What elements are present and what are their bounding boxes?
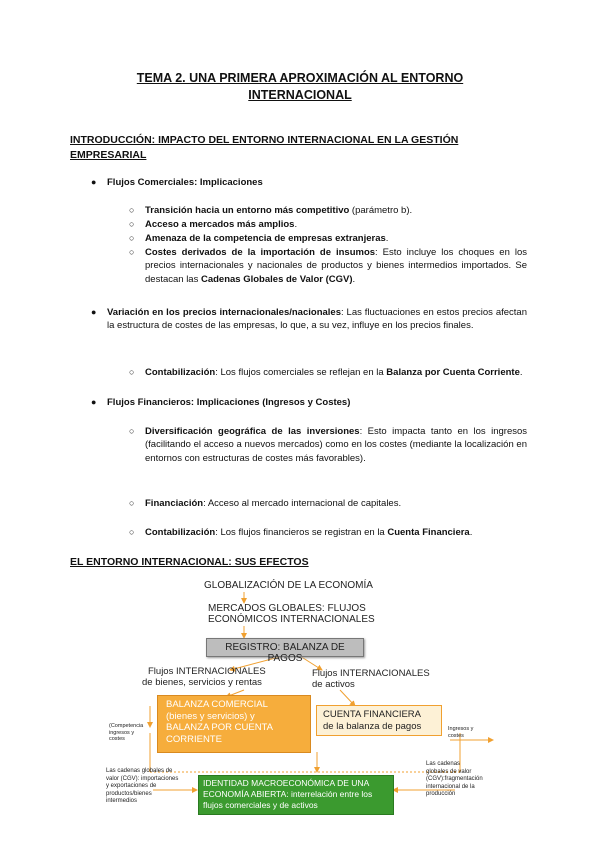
cadenas-right-note [426, 761, 483, 799]
circle-bullet-icon: ○ [129, 527, 135, 537]
circle-bullet-icon: ○ [129, 233, 135, 243]
circle-bullet-icon: ○ [129, 219, 135, 229]
contab2-bold-2: Cuenta Financiera [387, 527, 470, 538]
title-line-2: INTERNACIONAL [248, 88, 352, 102]
arrow-activos-cuenta [340, 690, 355, 706]
title-line-1: TEMA 2. UNA PRIMERA APROXIMACIÓN AL ENTORNO [136, 71, 464, 85]
registro-label: REGISTRO: BALANZA DE PAGOS [225, 642, 345, 664]
item-bold: Acceso a mercados más amplios [145, 219, 295, 230]
identidad-text [203, 778, 372, 811]
flujos-activos-label [312, 668, 430, 690]
identidad-box [198, 775, 394, 815]
bullet-dot-icon: ● [91, 397, 97, 407]
balanza-line-2: (bienes y servicios) y [166, 710, 255, 722]
cadenas-right-line-2: globales de valor [426, 768, 472, 775]
cadenas-left-line-5: intermedios [106, 798, 138, 804]
balanza-comercial-box [157, 695, 311, 753]
cuenta-line-2: de la balanza de pagos [323, 721, 422, 732]
contab1-bold-2: Balanza por Cuenta Corriente [386, 367, 520, 378]
intro-heading-line-1: INTRODUCCIÓN: IMPACTO DEL ENTORNO INTERNACIONAL EN LA GESTIÓN [70, 134, 459, 146]
globalizacion-label: GLOBALIZACIÓN DE LA ECONOMÍA [204, 580, 373, 591]
variacion-bold: Variación en los precios internacionales/nacionales [107, 307, 341, 318]
mercados-label [208, 603, 375, 625]
cadenas-right-line-4: internacional de la [426, 783, 475, 790]
cadenas-left-line-3: y exportaciones de [106, 783, 157, 789]
identidad-line-1: IDENTIDAD MACROECONÓMICA DE UNA [203, 778, 370, 788]
bullet-dot-icon: ● [91, 177, 97, 187]
competencia-line-1: (Competencia [109, 723, 144, 729]
item-bold: Costes derivados de la importación de insumos [145, 247, 376, 258]
cadenas-right-line-3: (CGV):fragmentación [426, 776, 483, 782]
item-text: . [352, 273, 356, 285]
cuenta-financiera-text [323, 709, 421, 733]
balanza-line-1: BALANZA COMERCIAL [166, 699, 268, 710]
item-bold: Transición hacia un entorno más competitivo [145, 205, 350, 216]
contab2-text: : Los flujos financieros se registran en la [215, 527, 388, 538]
diversificacion-bold: Diversificación geográfica de las inversiones [145, 426, 360, 437]
entorno-heading: EL ENTORNO INTERNACIONAL: SUS EFECTOS [70, 556, 309, 568]
cadenas-right-line-5: producción [426, 791, 456, 797]
registro-box [206, 638, 364, 664]
balanza-comercial-text [166, 699, 273, 745]
item-text: : Esto incluye los choques en los precios internacionales y nacionales de productos y bienes intermedios importados. Se destacan las [145, 247, 527, 285]
circle-bullet-icon: ○ [129, 247, 135, 257]
item-bold-cgv: Cadenas Globales de Valor (CGV) [200, 273, 353, 285]
mercados-line-2: ECONÓMICOS INTERNACIONALES [208, 614, 375, 625]
item-text: . [294, 219, 298, 230]
circle-bullet-icon: ○ [129, 367, 135, 377]
item-text: (parámetro b). [349, 205, 413, 216]
variacion-text: : Las fluctuaciones en estos precios afectan la estructura de costes de las empresas, lo que, a su vez, influye en los precios finales. [107, 307, 527, 332]
circle-bullet-icon: ○ [129, 426, 135, 436]
diversificacion-text: : Esto impacta tanto en los ingresos (facilitando el acceso a nuevos mercados) como en los costes (mediante la localización en entornos con estructuras de costes más favorables). [145, 426, 528, 464]
cuenta-financiera-box [316, 705, 442, 736]
intro-heading-line-2: EMPRESARIAL [70, 149, 147, 161]
flujos-bienes-line-1: Flujos INTERNACIONALES [148, 666, 266, 677]
balanza-line-4: CORRIENTE [166, 733, 222, 745]
contab2-bold: Contabilización [145, 527, 216, 538]
cadenas-left-line-2: valor (CGV): importaciones [106, 775, 179, 782]
identidad-line-2: ECONOMÍA ABIERTA: interrelación entre los [203, 789, 373, 799]
cuenta-line-1: CUENTA FINANCIERA [323, 709, 422, 720]
cadenas-left-line-4: productos/bienes [106, 790, 152, 797]
balanza-line-3: BALANZA POR CUENTA [166, 722, 273, 733]
ingresos-line-1: Ingresos y [448, 726, 474, 732]
mercados-line-1: MERCADOS GLOBALES: FLUJOS [208, 603, 366, 614]
ingresos-costes-note [448, 726, 473, 739]
bullet-dot-icon: ● [91, 307, 97, 317]
financiacion-text: : Acceso al mercado internacional de capitales. [203, 498, 402, 509]
flujos-bienes-line-2: de bienes, servicios y rentas [142, 677, 262, 688]
flujos-comerciales-label: Flujos Comerciales: Implicaciones [107, 177, 263, 188]
identidad-line-3: flujos comerciales y de activos [203, 800, 318, 810]
competencia-line-3: costes [109, 736, 125, 742]
flujos-activos-line-1: Flujos INTERNACIONALES [312, 668, 430, 679]
cadenas-left-note [106, 768, 178, 806]
financiacion-bold: Financiación [145, 498, 204, 509]
ingresos-line-2: costes [448, 732, 464, 739]
cadenas-left-line-1: Las cadenas globales de [106, 768, 173, 774]
competencia-note [109, 723, 143, 743]
flujos-financieros-label: Flujos Financieros: Implicaciones (Ingresos y Costes) [107, 397, 351, 408]
circle-bullet-icon: ○ [129, 498, 135, 508]
flujos-bienes-label [142, 666, 266, 688]
competencia-line-2: ingresos y [109, 729, 135, 736]
contab2-text-2: . [469, 527, 473, 538]
circle-bullet-icon: ○ [129, 205, 135, 215]
flujos-activos-line-2: de activos [312, 679, 355, 690]
item-bold: Amenaza de la competencia de empresas extranjeras [145, 233, 386, 244]
item-text: . [385, 233, 389, 244]
contab1-text: : Los flujos comerciales se reflejan en la [215, 367, 387, 378]
contab1-text-2: . [519, 367, 523, 378]
contab1-bold: Contabilización [145, 367, 216, 378]
cadenas-right-line-1: Las cadenas [426, 761, 461, 767]
